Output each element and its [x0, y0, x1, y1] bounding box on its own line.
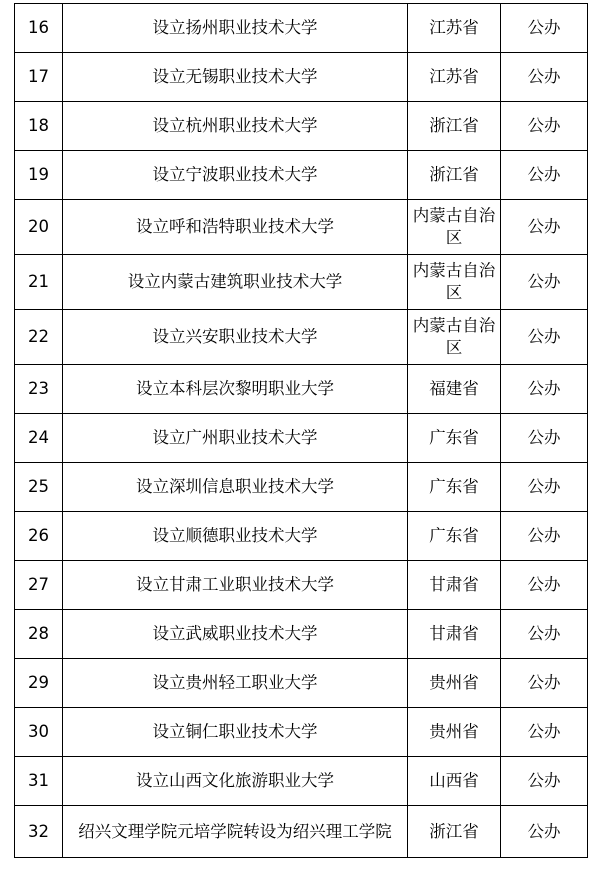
row-province-cell: 贵州省	[408, 659, 501, 708]
approval-items-table	[14, 3, 588, 858]
row-number-cell: 21	[15, 255, 63, 310]
row-type-cell: 公办	[501, 757, 588, 806]
row-number-cell: 22	[15, 310, 63, 365]
row-type-cell: 公办	[501, 659, 588, 708]
table-row	[15, 463, 588, 512]
table-row	[15, 806, 588, 858]
row-item-cell: 设立甘肃工业职业技术大学	[63, 561, 408, 610]
row-province-cell: 甘肃省	[408, 610, 501, 659]
row-type-cell: 公办	[501, 708, 588, 757]
row-number-cell: 30	[15, 708, 63, 757]
row-item-cell: 设立广州职业技术大学	[63, 414, 408, 463]
row-number-cell: 28	[15, 610, 63, 659]
row-province-cell: 广东省	[408, 463, 501, 512]
row-type-cell: 公办	[501, 512, 588, 561]
row-province-cell: 甘肃省	[408, 561, 501, 610]
row-number-cell: 29	[15, 659, 63, 708]
table-row	[15, 310, 588, 365]
row-item-cell: 设立兴安职业技术大学	[63, 310, 408, 365]
table-row	[15, 659, 588, 708]
row-type-cell: 公办	[501, 365, 588, 414]
table-row	[15, 151, 588, 200]
row-number-cell: 18	[15, 102, 63, 151]
table-row	[15, 4, 588, 53]
row-province-cell: 广东省	[408, 414, 501, 463]
row-item-cell: 设立武威职业技术大学	[63, 610, 408, 659]
table-body	[15, 4, 588, 858]
row-number-cell: 26	[15, 512, 63, 561]
row-type-cell: 公办	[501, 463, 588, 512]
row-province-cell: 浙江省	[408, 806, 501, 858]
row-type-cell: 公办	[501, 561, 588, 610]
row-type-cell: 公办	[501, 310, 588, 365]
row-item-cell: 绍兴文理学院元培学院转设为绍兴理工学院	[63, 806, 408, 858]
row-item-cell: 设立铜仁职业技术大学	[63, 708, 408, 757]
row-number-cell: 24	[15, 414, 63, 463]
row-item-cell: 设立山西文化旅游职业大学	[63, 757, 408, 806]
row-province-cell: 浙江省	[408, 102, 501, 151]
row-province-cell: 江苏省	[408, 53, 501, 102]
row-number-cell: 32	[15, 806, 63, 858]
row-type-cell: 公办	[501, 255, 588, 310]
row-number-cell: 17	[15, 53, 63, 102]
row-item-cell: 设立扬州职业技术大学	[63, 4, 408, 53]
row-number-cell: 25	[15, 463, 63, 512]
table-row	[15, 708, 588, 757]
row-type-cell: 公办	[501, 53, 588, 102]
table-row	[15, 512, 588, 561]
table-row	[15, 365, 588, 414]
row-province-cell: 山西省	[408, 757, 501, 806]
table-row	[15, 102, 588, 151]
row-province-cell: 内蒙古自治区	[408, 310, 501, 365]
row-number-cell: 23	[15, 365, 63, 414]
row-province-cell: 贵州省	[408, 708, 501, 757]
row-number-cell: 19	[15, 151, 63, 200]
row-item-cell: 设立呼和浩特职业技术大学	[63, 200, 408, 255]
table-row	[15, 561, 588, 610]
table-row	[15, 53, 588, 102]
row-item-cell: 设立宁波职业技术大学	[63, 151, 408, 200]
row-number-cell: 27	[15, 561, 63, 610]
row-item-cell: 设立顺德职业技术大学	[63, 512, 408, 561]
row-type-cell: 公办	[501, 414, 588, 463]
table-row	[15, 757, 588, 806]
row-type-cell: 公办	[501, 102, 588, 151]
row-province-cell: 内蒙古自治区	[408, 200, 501, 255]
row-province-cell: 福建省	[408, 365, 501, 414]
row-item-cell: 设立无锡职业技术大学	[63, 53, 408, 102]
row-number-cell: 31	[15, 757, 63, 806]
table-row	[15, 200, 588, 255]
row-number-cell: 20	[15, 200, 63, 255]
table-row	[15, 255, 588, 310]
row-type-cell: 公办	[501, 610, 588, 659]
row-item-cell: 设立内蒙古建筑职业技术大学	[63, 255, 408, 310]
row-province-cell: 广东省	[408, 512, 501, 561]
row-province-cell: 江苏省	[408, 4, 501, 53]
row-type-cell: 公办	[501, 151, 588, 200]
row-number-cell: 16	[15, 4, 63, 53]
table-row	[15, 610, 588, 659]
row-item-cell: 设立贵州轻工职业大学	[63, 659, 408, 708]
row-item-cell: 设立杭州职业技术大学	[63, 102, 408, 151]
row-item-cell: 设立本科层次黎明职业大学	[63, 365, 408, 414]
row-type-cell: 公办	[501, 806, 588, 858]
row-type-cell: 公办	[501, 200, 588, 255]
row-province-cell: 浙江省	[408, 151, 501, 200]
row-province-cell: 内蒙古自治区	[408, 255, 501, 310]
table-row	[15, 414, 588, 463]
row-type-cell: 公办	[501, 4, 588, 53]
row-item-cell: 设立深圳信息职业技术大学	[63, 463, 408, 512]
